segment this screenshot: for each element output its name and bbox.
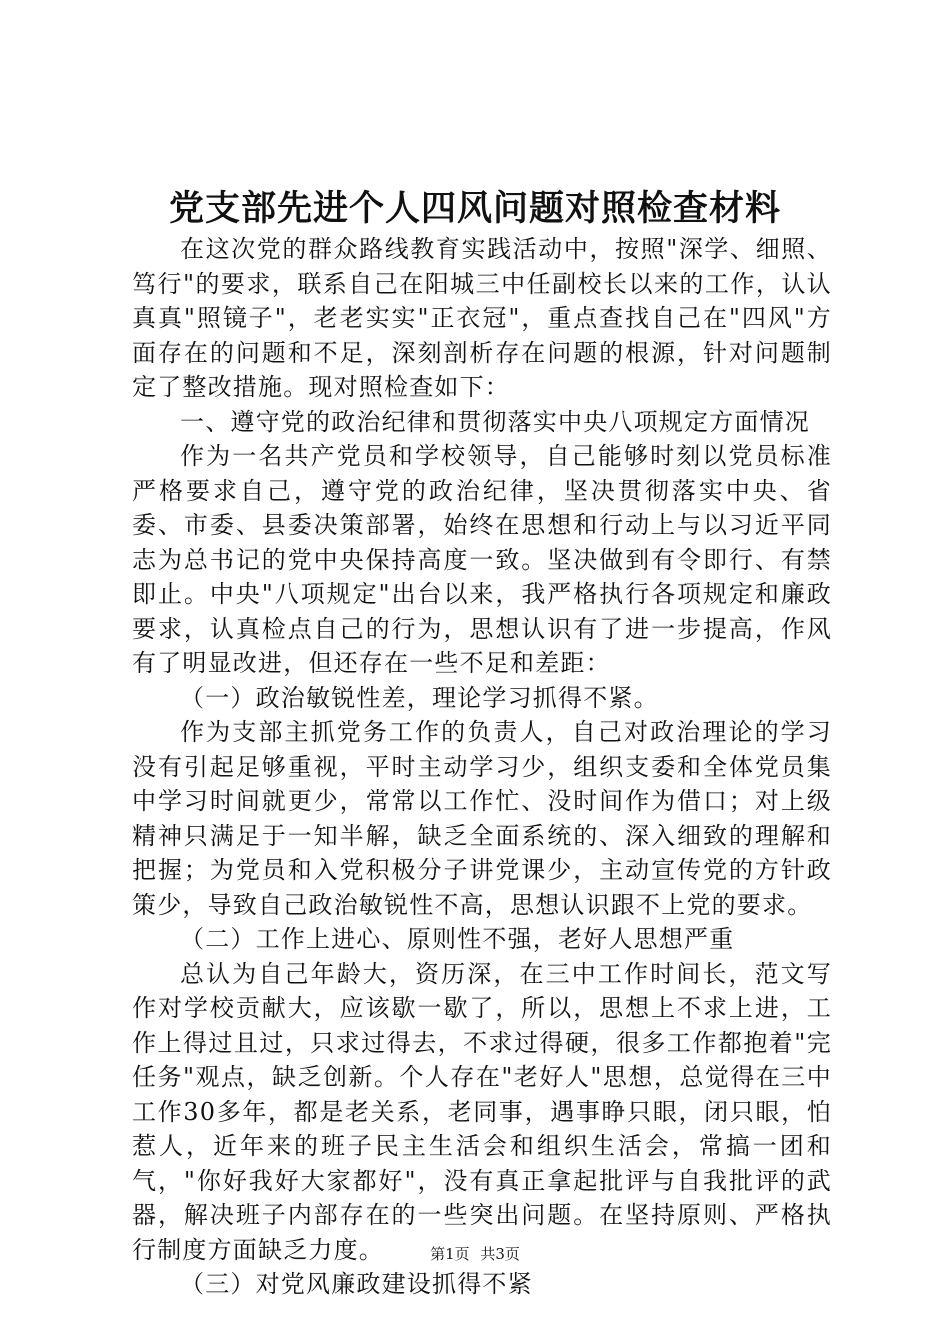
subheading-3: （三）对党风廉政建设抓得不紧	[180, 1270, 533, 1298]
subheading-2: （二）工作上进心、原则性不强，老好人思想严重	[180, 925, 735, 953]
paragraph-section-1: 作为一名共产党员和学校领导，自己能够时刻以党员标准严格要求自己，遵守党的政治纪律，坚决贯彻落实中央、省委、市委、县委决策部署，始终在思想和行动上与以习近平同志为总书记的党中央保持高度一致。坚决做到有令即行、有禁即止。中央"八项规定"出台以来，我严格执行各项规定和廉政要求，认真检点自己的行为，思想认识有了进一步提高，作风有了明显改进，但还存在一些不足和差距：	[132, 442, 832, 677]
paragraph-intro: 在这次党的群众路线教育实践活动中，按照"深学、细照、笃行"的要求，联系自己在阳城三中任副校长以来的工作，认认真真"照镜子"，老老实实"正衣冠"，重点查找自己在"四风"方面存在的问题和不足，深刻剖析存在问题的根源，针对问题制定了整改措施。现对照检查如下：	[132, 235, 832, 401]
section-heading-1: 一、遵守党的政治纪律和贯彻落实中央八项规定方面情况	[180, 407, 810, 436]
page-total: 共3页	[480, 1245, 520, 1263]
paragraph-subsection-1: 作为支部主抓党务工作的负责人，自己对政治理论的学习没有引起足够重视，平时主动学习少，组织支委和全体党员集中学习时间就更少，常常以工作忙、没时间作为借口；对上级精神只满足于一知半解，缺乏全面系统的、深入细致的理解和把握；为党员和入党积极分子讲党课少，主动宣传党的方针政策少，导致自己政治敏锐性不高，思想认识跟不上党的要求。	[132, 718, 832, 919]
document-title: 党支部先进个人四风问题对照检查材料	[168, 188, 781, 229]
paragraph-subsection-2: 总认为自己年龄大，资历深，在三中工作时间长，范文写作对学校贡献大，应该歇一歇了，所以，思想上不求上进，工作上得过且过，只求过得去，不求过得硬，很多工作都抱着"完任务"观点，缺乏创新。个人存在"老好人"思想，总觉得在三中工作30多年，都是老关系，老同事，遇事睁只眼，闭只眼，怕惹人，近年来的班子民主生活会和组织生活会，常搞一团和气，"你好我好大家都好"，没有真正拿起批评与自我批评的武器，解决班子内部存在的一些突出问题。在坚持原则、严格执行制度方面缺乏力度。	[132, 959, 832, 1264]
page-footer	[0, 1244, 950, 1264]
page-number: 第1页	[430, 1245, 470, 1263]
subheading-1: （一）政治敏锐性差，理论学习抓得不紧。	[180, 683, 659, 712]
document-body	[132, 232, 832, 1302]
